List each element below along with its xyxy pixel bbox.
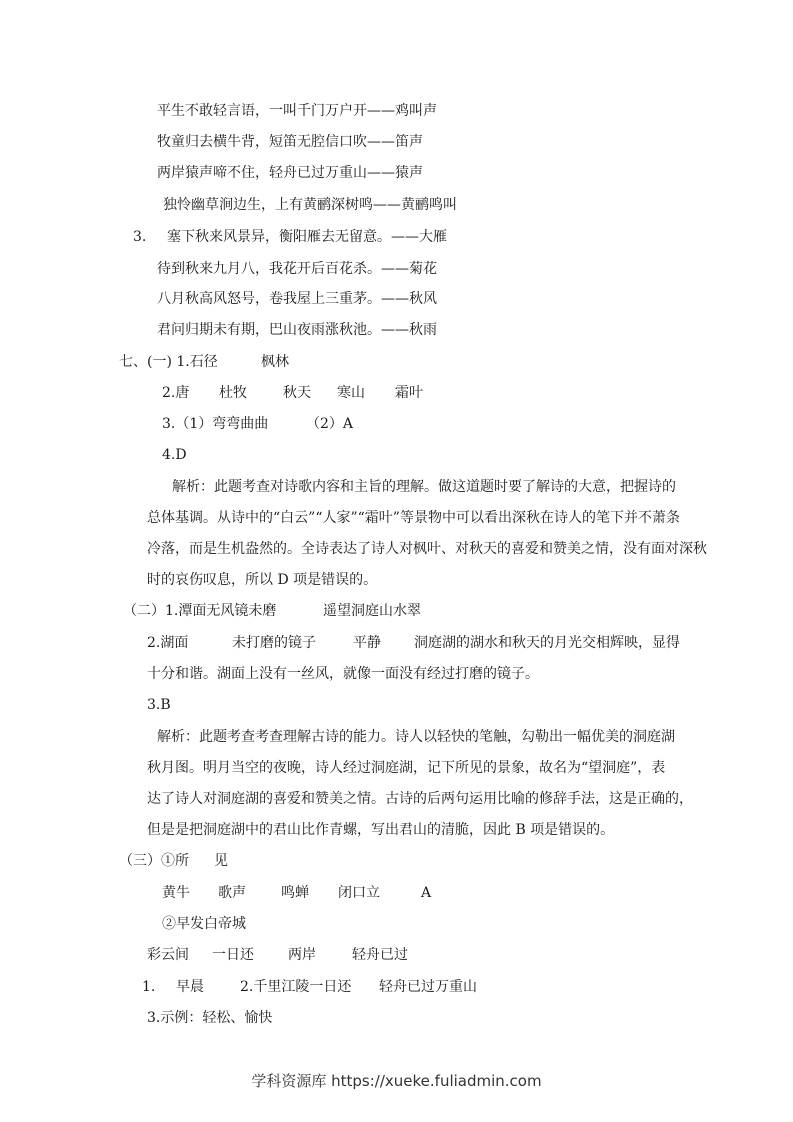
analysis-text: 解析：此题考查对诗歌内容和主旨的理解。做这道题时要了解诗的大意，把握诗的 [172, 479, 676, 495]
answer-item: 见 [214, 853, 228, 869]
section-heading: （二）1.潭面无风镜未磨 [123, 603, 277, 619]
answer-item: 黄牛 [162, 885, 190, 901]
answer-item: 2.唐 [162, 385, 190, 401]
answer-line: 牧童归去横牛背，短笛无腔信口吹——笛声 [157, 134, 423, 150]
answer-item: 两岸 [288, 947, 316, 963]
answer-line: 塞下秋来风景异，衡阳雁去无留意。——大雁 [167, 229, 447, 245]
answer-item: 十分和谐。湖面上没有一丝风，就像一面没有经过打磨的镜子。 [147, 666, 539, 682]
answer-item: 彩云间 [147, 947, 189, 963]
answer-item: 歌声 [218, 885, 246, 901]
answer-line: 平生不敢轻言语，一叫千门万户开——鸡叫声 [157, 103, 437, 119]
answer-line: 八月秋高风怒号，卷我屋上三重茅。——秋风 [157, 291, 437, 307]
analysis-text: 达了诗人对洞庭湖的喜爱和赞美之情。古诗的后两句运用比喻的修辞手法，这是正确的， [147, 791, 693, 807]
answer-line: 独怜幽草涧边生，上有黄鹂深树鸣——黄鹂鸣叫 [163, 197, 457, 213]
answer-item: 闭口立 [338, 885, 380, 901]
analysis-text: 秋月图。明月当空的夜晚，诗人经过洞庭湖，记下所见的景象，故名为“望洞庭”，表 [147, 760, 666, 776]
analysis-text: 但是是把洞庭湖中的君山比作青螺，写出君山的清脆，因此 B 项是错误的。 [147, 822, 615, 838]
answer-item: 2.湖面 [147, 635, 189, 651]
answer-line: 君问归期未有期，巴山夜雨涨秋池。——秋雨 [157, 322, 437, 338]
answer-item: 3.示例：轻松、愉快 [147, 1010, 273, 1026]
answer-item: 早晨 [176, 979, 204, 995]
answer-item: 轻舟已过 [352, 947, 408, 963]
footer-watermark: 学科资源库 https://xueke.fuliadmin.com [251, 1072, 542, 1090]
answer-item: 遥望洞庭山水翠 [323, 603, 421, 619]
answer-item: 4.D [162, 447, 187, 463]
answer-item: 洞庭湖的湖水和秋天的月光交相辉映，显得 [414, 635, 680, 651]
answer-line: 待到秋来九月八，我花开后百花杀。——菊花 [157, 261, 437, 277]
answer-item: 3.B [147, 697, 171, 713]
answer-item: 未打磨的镜子 [232, 635, 316, 651]
answer-line: 两岸猿声啼不住，轻舟已过万重山——猿声 [157, 165, 423, 181]
answer-item: A [421, 885, 432, 901]
analysis-text: 冷落，而是生机盎然的。全诗表达了诗人对枫叶、对秋天的喜爱和赞美之情，没有面对深秋 [147, 541, 707, 557]
answer-item: 鸣蝉 [281, 885, 309, 901]
answer-item: 寒山 [337, 385, 365, 401]
analysis-text: 解析：此题考查考查理解古诗的能力。诗人以轻快的笔触，勾勒出一幅优美的洞庭湖 [157, 729, 675, 745]
section-heading: 七、(一) 1.石径 [119, 354, 218, 370]
answer-item: 秋天 [283, 385, 311, 401]
answer-item: 霜叶 [395, 385, 423, 401]
answer-item: 轻舟已过万重山 [379, 979, 477, 995]
answer-item: 平静 [353, 635, 381, 651]
section-heading: （三）①所 [119, 853, 189, 869]
answer-item: 一日还 [212, 947, 254, 963]
answer-item: （2）A [306, 416, 354, 432]
answer-item: 枫林 [261, 354, 289, 370]
question-number: 1. [142, 979, 156, 995]
question-number: 3. [133, 229, 147, 245]
answer-item: ②早发白帝城 [162, 916, 246, 932]
answer-item: 杜牧 [219, 385, 247, 401]
analysis-text: 时的哀伤叹息，所以 D 项是错误的。 [147, 572, 378, 588]
answer-item: 2.千里江陵一日还 [240, 979, 352, 995]
analysis-text: 总体基调。从诗中的“白云”“人家”“霜叶”等景物中可以看出深秋在诗人的笔下并不萧条 [147, 510, 680, 526]
answer-item: 3.（1）弯弯曲曲 [162, 416, 269, 432]
